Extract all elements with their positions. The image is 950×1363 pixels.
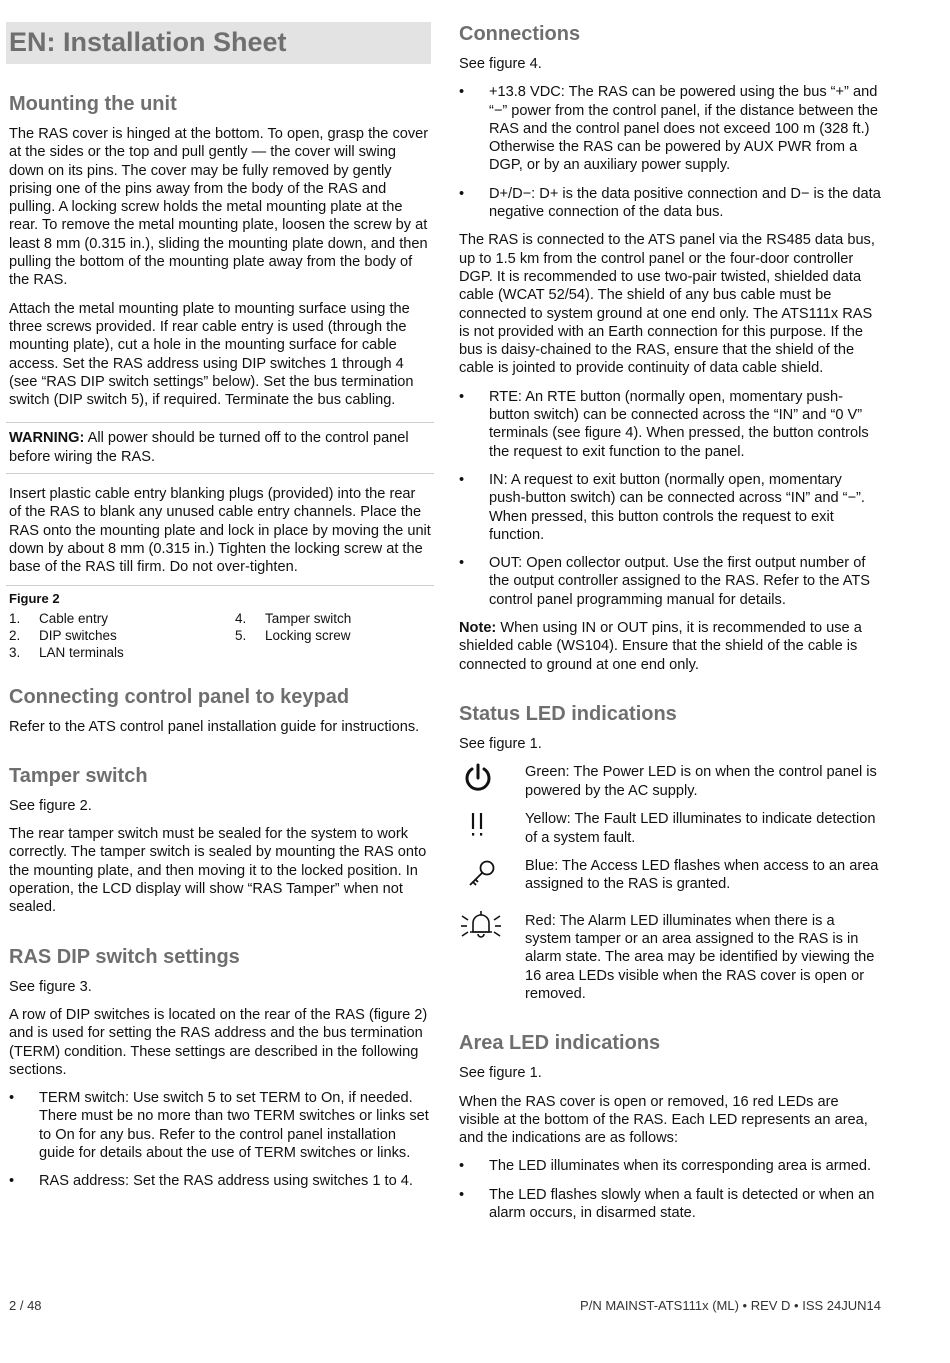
- heading-connecting: Connecting control panel to keypad: [9, 685, 350, 708]
- list-item: • RTE: An RTE button (normally open, momentary push-button switch) can be connected across the “IN” and “0 V” terminals (see figure 4). When pressed, the button controls the request to exit function to the panel.: [459, 388, 869, 460]
- list-item: • OUT: Open collector output. Use the first output number of the output controller assigned to the RAS. Refer to the ATS control panel programming manual for details.: [459, 555, 871, 608]
- list-item: • +13.8 VDC: The RAS can be powered using the bus “+” and “−” power from the control panel, if the distance between the RAS and the control panel does not exceed 100 m (328 ft.) Otherwise the RAS can be powered by AUX PWR from a DGP, or by an auxiliary power supply.: [459, 84, 878, 174]
- heading-tamper: Tamper switch: [9, 764, 148, 787]
- dip-paragraph-2: A row of DIP switches is located on the rear of the RAS (figure 2) and is used for setting the RAS address and the bus termination (TERM) condition. These settings are described in the following sections.: [9, 1006, 428, 1078]
- page-number: 2 / 48: [9, 1298, 42, 1313]
- connections-paragraph-1: See figure 4.: [459, 56, 542, 72]
- list-item: • D+/D−: D+ is the data positive connection and D− is the data negative connection of the data bus.: [459, 185, 881, 221]
- divider: [6, 473, 434, 474]
- note-label: Note:: [459, 620, 497, 637]
- list-item: • RAS address: Set the RAS address using switches 1 to 4.: [9, 1173, 413, 1190]
- mounting-paragraph-1: The RAS cover is hinged at the bottom. To open, grasp the cover at the sides or the top and pull gently — the cover will swing down on its pins. The cover may be fully removed by gently prising one of the pins away from the body of the RAS and pulling. A locking screw holds the metal mounting plate at the rear. To remove the metal mounting plate, loosen the screw by at least 8 mm (0.315 in.), sliding the mounting plate down, and then pulling the bottom of the mounting plate away from the body of the RAS.: [9, 126, 429, 289]
- note-block: [459, 619, 881, 674]
- alarm-bell-icon: [459, 906, 503, 940]
- power-icon: [461, 761, 495, 795]
- heading-area-led: Area LED indications: [459, 1032, 661, 1055]
- area-paragraph-1: See figure 1.: [459, 1065, 542, 1082]
- divider: [6, 422, 434, 423]
- list-item: • The LED illuminates when its corresponding area is armed.: [459, 1158, 872, 1175]
- mounting-paragraph-2: Attach the metal mounting plate to mounting surface using the three screws provided. If rear cable entry is used (through the mounting plate), cut a hole in the mounting surface for cable access. Set the RAS address using DIP switches 1 through 4 (see “RAS DIP switch settings” below). Set the bus termination switch (DIP switch 5), if required. Terminate the bus cabling.: [9, 300, 414, 409]
- divider: [6, 585, 434, 586]
- page-title: EN: Installation Sheet: [6, 22, 431, 64]
- figure-legend-item: 3. LAN terminals: [9, 644, 124, 660]
- led-description: Red: The Alarm LED illuminates when there is a system tamper or an area assigned to the RAS is in alarm state. The area may be identified by viewing the 16 area LEDs visible when the RAS cover is open or removed.: [525, 912, 875, 1002]
- connecting-paragraph: Refer to the ATS control panel installation guide for instructions.: [9, 718, 420, 735]
- connections-paragraph-2: The RAS is connected to the ATS panel via the RS485 data bus, up to 1.5 km from the control panel or the four-door controller DGP. It is recommended to use two-pair twisted, shielded data cable (WCAT 52/54). The shield of any bus cable must be connected to system ground at one end only. The ATS111x RAS is not provided with an Earth connection for this purpose. If the bus is daisy-chained to the RAS, ensure that the shield of the cable is jointed to provide continuity of data cable shield.: [459, 232, 875, 377]
- heading-status-led: Status LED indications: [459, 702, 677, 725]
- heading-mounting: Mounting the unit: [9, 93, 177, 115]
- led-description: Blue: The Access LED flashes when access to an area assigned to the RAS is granted.: [525, 857, 879, 893]
- figure-2-legend: [9, 591, 431, 661]
- heading-dip: RAS DIP switch settings: [9, 945, 240, 968]
- warning-block: [9, 429, 431, 466]
- figure-legend-item: 2. DIP switches: [9, 627, 117, 643]
- status-paragraph: See figure 1.: [459, 735, 542, 752]
- area-paragraph-2: When the RAS cover is open or removed, 16 red LEDs are visible at the bottom of the RAS. Each LED represents an area, and the indications are as follows:: [459, 1093, 868, 1147]
- fault-icon: [463, 810, 497, 840]
- led-row-fault: [459, 810, 881, 847]
- heading-connections: Connections: [459, 23, 581, 45]
- list-item: • The LED flashes slowly when a fault is detected or when an alarm occurs, in disarmed state.: [459, 1186, 875, 1222]
- warning-label: WARNING:: [9, 430, 85, 447]
- figure-legend-item: 5. Locking screw: [235, 627, 351, 643]
- mounting-paragraph-3: Insert plastic cable entry blanking plugs (provided) into the rear of the RAS to blank any unused cable entry channels. Place the RAS onto the mounting plate and lock in place by moving the unit down by about 8 mm (0.315 in.) Tighten the locking screw at the base of the RAS till firm. Do not over-tighten.: [9, 486, 431, 576]
- led-description: Green: The Power LED is on when the control panel is powered by the AC supply.: [525, 764, 877, 799]
- tamper-paragraph-1: See figure 2.: [9, 797, 92, 814]
- led-row-alarm: [459, 912, 881, 1003]
- figure-2-title: Figure 2: [9, 590, 60, 606]
- list-item: • IN: A request to exit button (normally open, momentary push-button switch) can be connected across “IN” and “−”. When pressed, this button controls the request to exit function.: [459, 471, 865, 543]
- led-row-power: [459, 763, 881, 800]
- dip-paragraph-1: See figure 3.: [9, 978, 92, 995]
- key-icon: [465, 857, 499, 891]
- warning-text: All power should be turned off to the control panel before wiring the RAS.: [9, 430, 409, 465]
- led-description: Yellow: The Fault LED illuminates to indicate detection of a system fault.: [525, 811, 876, 846]
- figure-legend-item: 4. Tamper switch: [235, 610, 352, 626]
- led-row-access: [459, 857, 881, 896]
- tamper-paragraph-2: The rear tamper switch must be sealed for the system to work correctly. The tamper switch is sealed by mounting the RAS onto the mounting plate, and then moving it to the locked position. In operation, the LCD display will show “RAS Tamper” when not sealed.: [9, 826, 427, 916]
- part-number: P/N MAINST-ATS111x (ML) • REV D • ISS 24JUN14: [580, 1298, 881, 1313]
- list-item: • TERM switch: Use switch 5 to set TERM to On, if needed. There must be no more than two TERM switches or links set to On for any bus. Refer to the control panel installation guide for details about the use of TERM switches or links.: [9, 1090, 429, 1161]
- note-text: When using IN or OUT pins, it is recommended to use a shielded cable (WS104). Ensure that the shield of the cable is connected to ground at one end only.: [459, 620, 862, 673]
- figure-legend-item: 1. Cable entry: [9, 610, 109, 626]
- right-column: [459, 0, 881, 1222]
- left-column: [9, 0, 431, 1191]
